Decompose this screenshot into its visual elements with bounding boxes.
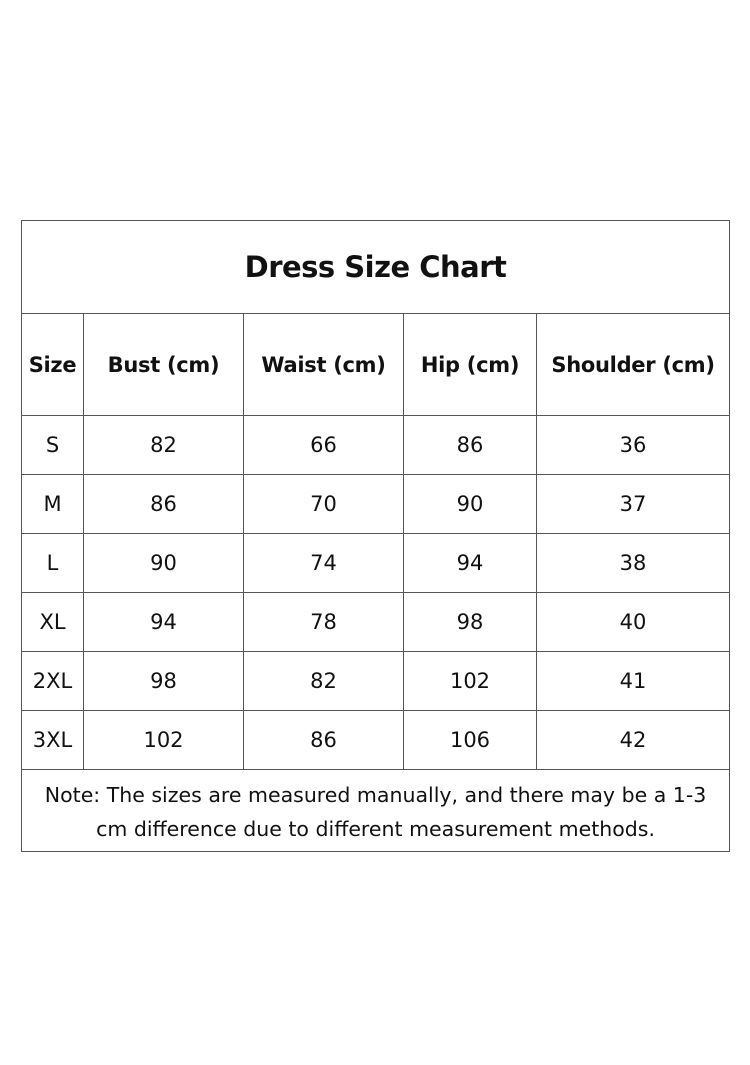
- shoulder-cell: 42: [537, 711, 730, 770]
- bust-cell: 82: [84, 416, 244, 475]
- hip-cell: 86: [404, 416, 537, 475]
- hip-cell: 94: [404, 534, 537, 593]
- waist-cell: 78: [244, 593, 404, 652]
- hip-cell: 90: [404, 475, 537, 534]
- size-cell: M: [22, 475, 84, 534]
- column-header-waist: Waist (cm): [244, 314, 404, 416]
- waist-cell: 86: [244, 711, 404, 770]
- chart-title: Dress Size Chart: [22, 221, 730, 314]
- size-chart-table: [21, 220, 730, 852]
- bust-cell: 102: [84, 711, 244, 770]
- waist-cell: 82: [244, 652, 404, 711]
- table-row: [22, 593, 730, 652]
- measurement-note: Note: The sizes are measured manually, and there may be a 1-3 cm difference due to different measurement methods.: [22, 770, 730, 852]
- waist-cell: 66: [244, 416, 404, 475]
- table-row: [22, 534, 730, 593]
- table-row: [22, 416, 730, 475]
- waist-cell: 70: [244, 475, 404, 534]
- waist-cell: 74: [244, 534, 404, 593]
- shoulder-cell: 37: [537, 475, 730, 534]
- bust-cell: 90: [84, 534, 244, 593]
- table-row: [22, 652, 730, 711]
- shoulder-cell: 41: [537, 652, 730, 711]
- bust-cell: 86: [84, 475, 244, 534]
- header-row: [22, 314, 730, 416]
- title-row: [22, 221, 730, 314]
- hip-cell: 106: [404, 711, 537, 770]
- column-header-bust: Bust (cm): [84, 314, 244, 416]
- shoulder-cell: 40: [537, 593, 730, 652]
- shoulder-cell: 38: [537, 534, 730, 593]
- size-cell: 2XL: [22, 652, 84, 711]
- shoulder-cell: 36: [537, 416, 730, 475]
- size-cell: L: [22, 534, 84, 593]
- column-header-shoulder: Shoulder (cm): [537, 314, 730, 416]
- bust-cell: 94: [84, 593, 244, 652]
- column-header-size: Size: [22, 314, 84, 416]
- table-row: [22, 475, 730, 534]
- column-header-hip: Hip (cm): [404, 314, 537, 416]
- note-row: [22, 770, 730, 852]
- hip-cell: 102: [404, 652, 537, 711]
- table-row: [22, 711, 730, 770]
- size-cell: XL: [22, 593, 84, 652]
- hip-cell: 98: [404, 593, 537, 652]
- size-cell: S: [22, 416, 84, 475]
- bust-cell: 98: [84, 652, 244, 711]
- size-cell: 3XL: [22, 711, 84, 770]
